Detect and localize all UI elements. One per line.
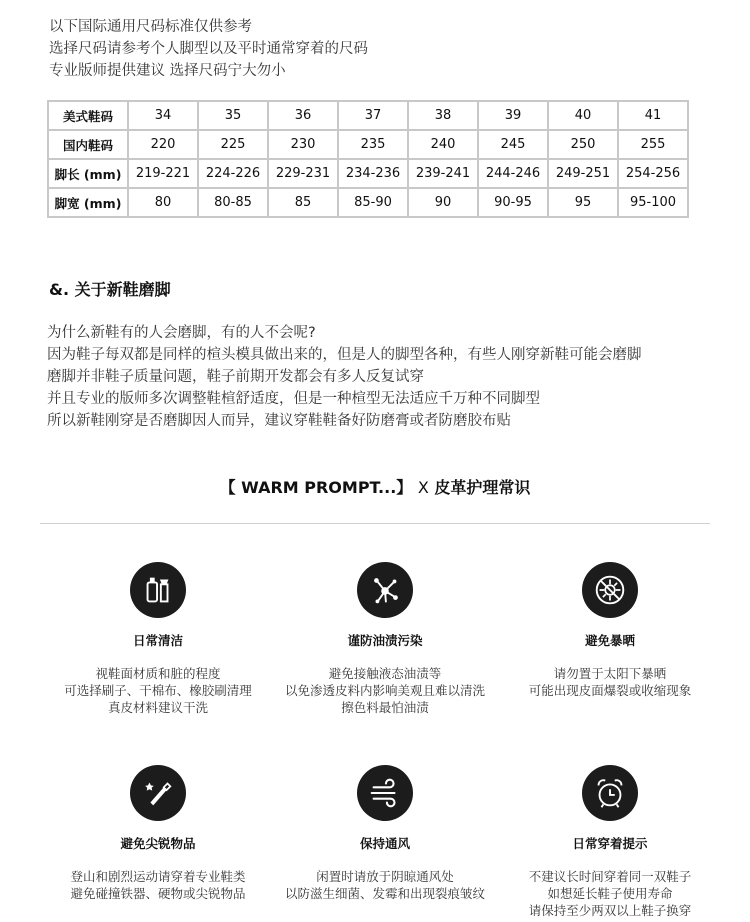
care-tip-sun [485, 562, 735, 699]
care-tip-desc [485, 868, 735, 919]
table-cell: 38 [408, 101, 478, 130]
table-cell: 254-256 [618, 159, 688, 188]
table-cell: 220 [128, 130, 198, 159]
alarm-clock-icon [582, 765, 638, 821]
table-cell: 95-100 [618, 188, 688, 217]
row-header: 脚长 (mm) [48, 159, 128, 188]
table-cell: 225 [198, 130, 268, 159]
table-cell: 95 [548, 188, 618, 217]
table-cell: 80-85 [198, 188, 268, 217]
care-tip-line: 登山和剧烈运动请穿着专业鞋类 [70, 869, 246, 884]
paragraph-line: 为什么新鞋有的人会磨脚，有的人不会呢? [47, 325, 316, 341]
care-tip-title: 日常清洁 [132, 633, 183, 648]
care-tip-line: 可能出现皮面爆裂或收缩现象 [528, 683, 692, 698]
care-tip-line: 以防滋生细菌、发霉和出现裂痕皱纹 [284, 886, 485, 901]
care-tip-line: 如想延长鞋子使用寿命 [547, 886, 673, 901]
care-tip-line: 避免碰撞铁器、硬物或尖锐物品 [70, 886, 246, 901]
care-tip-oil [260, 562, 510, 716]
table-cell: 250 [548, 130, 618, 159]
care-tip-title: 保持通风 [359, 836, 410, 851]
separator-x: X [417, 478, 429, 497]
table-cell: 229-231 [268, 159, 338, 188]
table-row [48, 130, 688, 159]
table-row [48, 101, 688, 130]
divider [40, 523, 710, 524]
table-cell: 41 [618, 101, 688, 130]
table-cell: 90 [408, 188, 478, 217]
intro-line: 专业版师提供建议 选择尺码宁大勿小 [49, 63, 286, 79]
table-cell: 249-251 [548, 159, 618, 188]
section-title: &. 关于新鞋磨脚 [49, 280, 171, 299]
table-cell: 40 [548, 101, 618, 130]
intro-text [49, 16, 368, 82]
table-cell: 34 [128, 101, 198, 130]
care-tip-desc [260, 868, 510, 902]
table-cell: 90-95 [478, 188, 548, 217]
care-tip-line: 擦色料最怕油渍 [341, 700, 429, 715]
paragraph-line: 所以新鞋刚穿是否磨脚因人而异，建议穿鞋鞋备好防磨膏或者防磨胶布贴 [47, 413, 511, 429]
care-tip-desc [260, 665, 510, 716]
care-tip-cleaning [33, 562, 283, 716]
care-tip-title: 避免尖锐物品 [120, 836, 196, 851]
table-cell: 85-90 [338, 188, 408, 217]
care-tip-line: 真皮材料建议干洗 [107, 700, 208, 715]
table-cell: 239-241 [408, 159, 478, 188]
care-tip-wearing [485, 765, 735, 919]
table-cell: 240 [408, 130, 478, 159]
care-tip-line: 可选择刷子、干棉布、橡胶刷清理 [64, 683, 252, 698]
care-tip-line: 视鞋面材质和脏的程度 [95, 666, 221, 681]
table-cell: 39 [478, 101, 548, 130]
table-cell: 230 [268, 130, 338, 159]
table-row [48, 188, 688, 217]
table-cell: 80 [128, 188, 198, 217]
care-tip-line: 请保持至少两双以上鞋子换穿 [528, 903, 692, 918]
warm-prompt-label: 【 WARM PROMPT...】 [219, 478, 413, 497]
wind-icon [357, 765, 413, 821]
care-tip-sharp [33, 765, 283, 902]
table-cell: 85 [268, 188, 338, 217]
table-cell: 219-221 [128, 159, 198, 188]
table-cell: 35 [198, 101, 268, 130]
care-tip-line: 闲置时请放于阴晾通风处 [316, 869, 454, 884]
care-tip-line: 以免渗透皮料内影响美观且难以清洗 [284, 683, 485, 698]
row-header: 美式鞋码 [48, 101, 128, 130]
care-tip-line: 避免接触液态油渍等 [328, 666, 442, 681]
sharp-tool-icon [130, 765, 186, 821]
row-header: 脚宽 (mm) [48, 188, 128, 217]
care-tip-title: 避免暴晒 [584, 633, 635, 648]
cleaning-bottles-icon [130, 562, 186, 618]
paragraph-line: 磨脚并非鞋子质量问题，鞋子前期开发都会有多人反复试穿 [47, 369, 424, 385]
oil-splash-icon [357, 562, 413, 618]
sun-prohibited-icon [582, 562, 638, 618]
care-tip-title: 谨防油渍污染 [347, 633, 423, 648]
table-cell: 234-236 [338, 159, 408, 188]
table-cell: 255 [618, 130, 688, 159]
care-tip-desc [33, 665, 283, 716]
care-tip-ventilation [260, 765, 510, 902]
paragraph-line: 因为鞋子每双都是同样的楦头模具做出来的，但是人的脚型各种，有些人刚穿新鞋可能会磨脚 [47, 347, 642, 363]
table-cell: 245 [478, 130, 548, 159]
warm-prompt-heading [0, 475, 750, 498]
table-cell: 224-226 [198, 159, 268, 188]
paragraph-line: 并且专业的版师多次调整鞋楦舒适度，但是一种楦型无法适应千万种不同脚型 [47, 391, 540, 407]
table-cell: 235 [338, 130, 408, 159]
section-paragraph [47, 322, 642, 432]
care-tip-title: 日常穿着提示 [572, 836, 648, 851]
care-tip-desc [33, 868, 283, 902]
care-tip-line: 不建议长时间穿着同一双鞋子 [528, 869, 692, 884]
size-chart-table [47, 100, 689, 218]
care-tip-line: 请勿置于太阳下暴晒 [553, 666, 667, 681]
table-cell: 37 [338, 101, 408, 130]
table-cell: 36 [268, 101, 338, 130]
intro-line: 选择尺码请参考个人脚型以及平时通常穿着的尺码 [49, 41, 368, 57]
table-row [48, 159, 688, 188]
intro-line: 以下国际通用尺码标准仅供参考 [49, 19, 252, 35]
care-tip-desc [485, 665, 735, 699]
leather-care-label: 皮革护理常识 [434, 478, 531, 497]
table-cell: 244-246 [478, 159, 548, 188]
row-header: 国内鞋码 [48, 130, 128, 159]
